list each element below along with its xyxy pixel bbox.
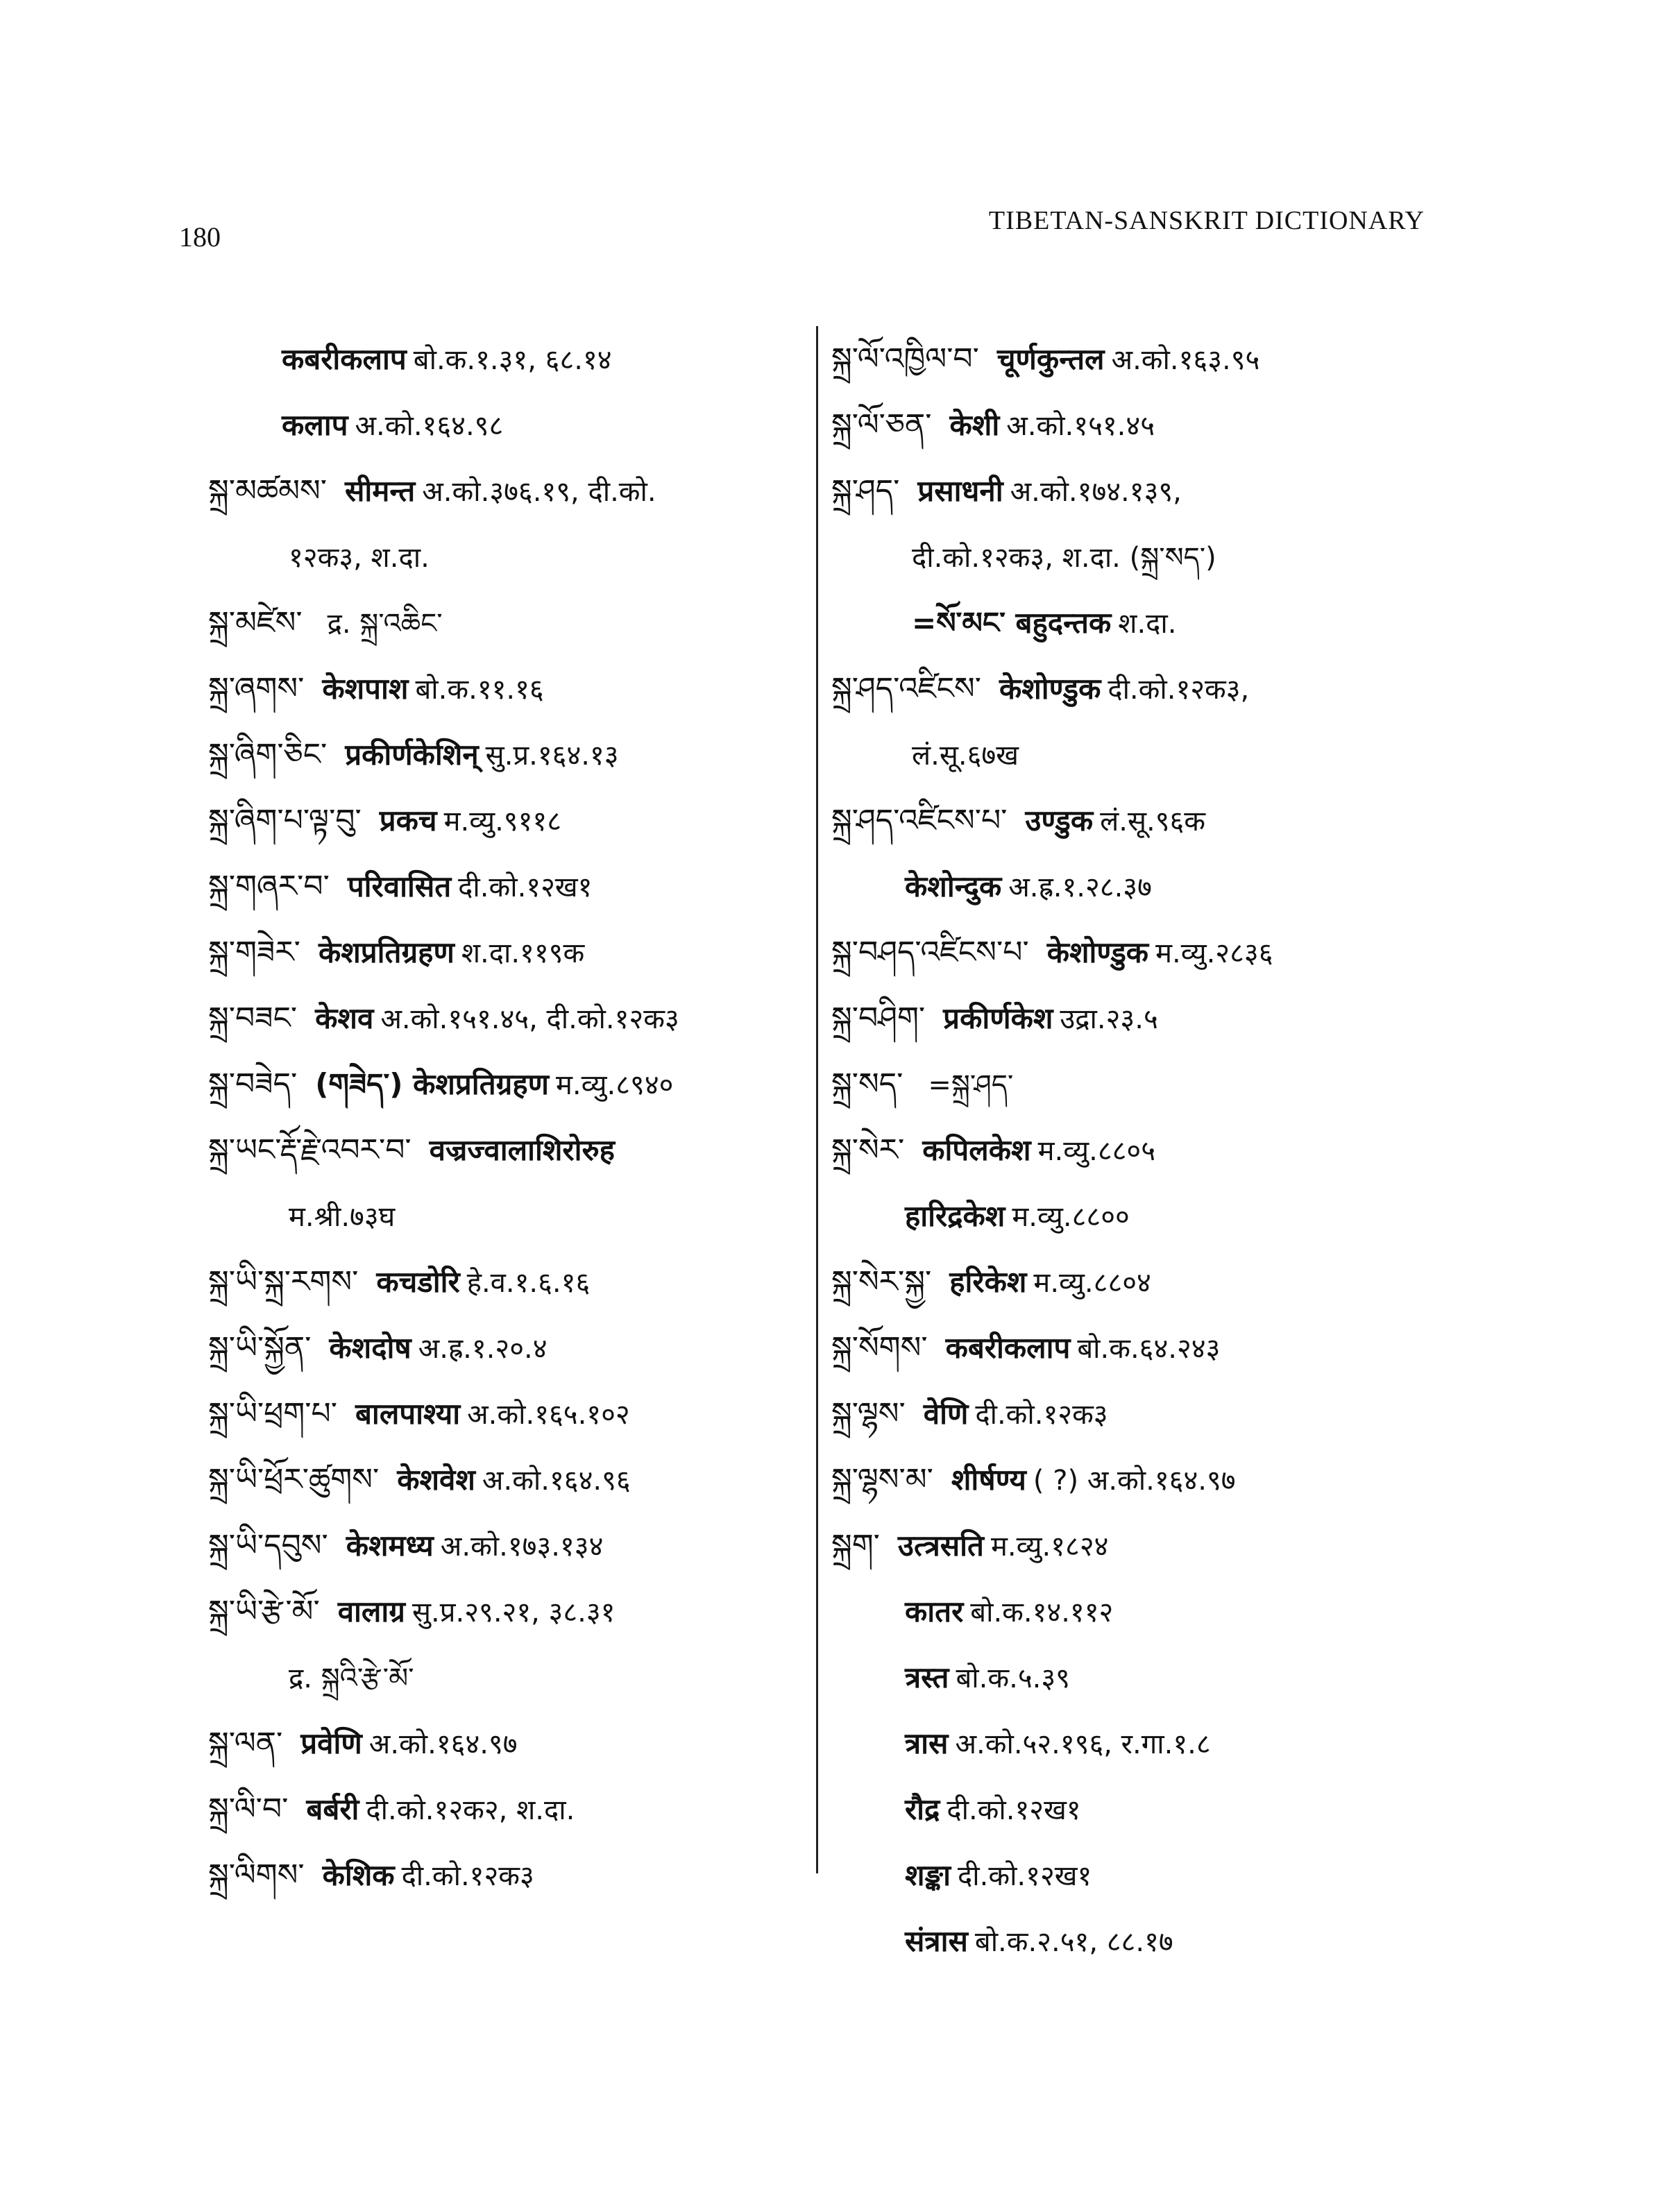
page-number: 180 bbox=[179, 221, 221, 253]
source-reference: बो.क.१.३१, ६८.१४ bbox=[413, 344, 612, 376]
source-reference: अ.को.१६५.१०२ bbox=[467, 1399, 630, 1431]
tibetan-headword: སྐྲ་ལི་བ་ bbox=[208, 1792, 289, 1827]
source-reference: सु.प्र.२९.२१, ३८.३१ bbox=[411, 1597, 616, 1628]
source-reference: म.व्यु.८८०५ bbox=[1037, 1135, 1156, 1167]
tibetan-headword: སྐྲ་བཤད་འཛིངས་པ་ bbox=[831, 935, 1029, 970]
sanskrit-equivalent: केशपाश bbox=[322, 672, 409, 706]
dictionary-entry bbox=[208, 1579, 805, 1644]
source-reference: दी.को.१२क३, श.दा. (སྐྲ་སད་) bbox=[912, 542, 1216, 574]
source-reference: दी.को.१२क३ bbox=[401, 1860, 534, 1892]
dictionary-entry bbox=[831, 788, 1442, 853]
sanskrit-equivalent: केशव bbox=[315, 1001, 374, 1035]
source-reference: बो.क.६४.२४३ bbox=[1077, 1333, 1221, 1365]
sanskrit-equivalent: सीमन्त bbox=[344, 474, 416, 508]
tibetan-headword: སྐྲ་སེར་སྐྱ་ bbox=[831, 1264, 932, 1300]
tibetan-headword: སྐྲ་བཤིག་ bbox=[831, 1001, 926, 1036]
tibetan-headword: སྐྲ་ཡི་ཕྲག་པ་ bbox=[208, 1396, 337, 1431]
tibetan-headword: སྐྲ་ཤད་ bbox=[831, 473, 900, 509]
tibetan-headword: སྐྲ་ཤད་འཛིངས་ bbox=[831, 671, 981, 706]
tibetan-headword: སྐྲ་ཡི་སྐྱོན་ bbox=[208, 1330, 312, 1366]
dictionary-entry bbox=[208, 1842, 805, 1908]
tibetan-headword: སྐྲ་ཡང་རྡོ་རྗེ་འབར་བ་ bbox=[208, 1132, 411, 1168]
sanskrit-equivalent: कलाप bbox=[282, 408, 348, 442]
sanskrit-equivalent: बालपाश्या bbox=[355, 1397, 461, 1431]
source-reference: म.व्यु.१८२४ bbox=[991, 1531, 1109, 1563]
tibetan-headword: སྐྲ་ཤད་འཛིངས་པ་ bbox=[831, 803, 1008, 838]
sanskrit-equivalent: (གཟེད་) केशप्रतिग्रहण bbox=[315, 1067, 549, 1101]
column-divider bbox=[816, 326, 818, 1873]
sanskrit-equivalent: केशोन्दुक bbox=[905, 869, 1002, 903]
tibetan-headword: སྐྲག་ bbox=[831, 1528, 880, 1563]
source-reference: अ.को.१५१.४५, दी.को.१२क३ bbox=[380, 1003, 679, 1035]
source-reference: म.श्री.७३घ bbox=[289, 1201, 396, 1233]
sanskrit-equivalent: कचडोरि bbox=[376, 1265, 460, 1299]
source-reference: लं.सू.६७ख bbox=[912, 740, 1019, 772]
tibetan-headword: སྐྲ་ལོ་འཁྱིལ་བ་ bbox=[831, 341, 979, 377]
source-reference: उद्रा.२३.५ bbox=[1060, 1003, 1158, 1035]
source-reference: सु.प्र.१६४.१३ bbox=[485, 740, 619, 772]
dictionary-entry bbox=[831, 524, 1442, 590]
sanskrit-equivalent: प्रकीर्णकेशिन् bbox=[345, 738, 479, 772]
dictionary-entry bbox=[208, 1183, 805, 1249]
tibetan-headword: སྐྲ་བཟང་ bbox=[208, 1001, 298, 1036]
dictionary-entry bbox=[208, 985, 805, 1051]
dictionary-entry bbox=[208, 1644, 805, 1710]
dictionary-entry bbox=[208, 788, 805, 853]
source-reference: बो.क.१४.११२ bbox=[970, 1597, 1114, 1628]
sanskrit-equivalent: रौद्र bbox=[905, 1792, 940, 1826]
sanskrit-equivalent: हारिद्रकेश bbox=[905, 1199, 1006, 1233]
dictionary-entry bbox=[831, 1381, 1442, 1447]
dictionary-entry bbox=[208, 1710, 805, 1776]
sanskrit-equivalent: केशोण्डुक bbox=[999, 672, 1101, 706]
dictionary-entry bbox=[208, 656, 805, 722]
tibetan-headword: སྐྲ་ཡི་སྐྲ་རགས་ bbox=[208, 1264, 359, 1300]
source-reference: दी.को.१२क३ bbox=[975, 1399, 1108, 1431]
source-reference: श.दा. bbox=[1118, 608, 1177, 640]
source-reference: द्र. སྐྲ་འཆིང་ bbox=[327, 608, 443, 640]
tibetan-headword: སྐྲ་ཞགས་ bbox=[208, 671, 305, 706]
source-reference: अ.को.१६३.९५ bbox=[1111, 344, 1260, 376]
tibetan-headword: སྐྲ་མཚམས་ bbox=[208, 473, 327, 509]
source-reference: =སྐྲ་ཤད་ bbox=[928, 1069, 1014, 1101]
source-reference: म.व्यु.२८३६ bbox=[1155, 937, 1273, 969]
sanskrit-equivalent: शङ्का bbox=[905, 1858, 951, 1892]
dictionary-entry bbox=[208, 1315, 805, 1381]
dictionary-entry bbox=[208, 1381, 805, 1447]
source-reference: द्र. སྐྲའི་རྩེ་མོ་ bbox=[289, 1662, 414, 1694]
dictionary-entry bbox=[831, 1315, 1442, 1381]
dictionary-entry bbox=[831, 326, 1442, 392]
dictionary-entry bbox=[208, 722, 805, 788]
dictionary-entry bbox=[208, 590, 805, 656]
tibetan-headword: སྐྲ་སེར་ bbox=[831, 1132, 905, 1168]
source-reference: दी.को.१२क३, bbox=[1108, 674, 1250, 706]
source-reference: बो.क.२.५१, ८८.१७ bbox=[974, 1926, 1173, 1958]
source-reference: दी.को.१२क२, श.दा. bbox=[366, 1794, 575, 1826]
dictionary-entry bbox=[831, 919, 1442, 985]
sanskrit-equivalent: केशी bbox=[949, 408, 1000, 442]
source-reference: म.व्यु.८८०४ bbox=[1033, 1267, 1151, 1299]
source-reference: १२क३, श.दा. bbox=[289, 542, 430, 574]
dictionary-entry bbox=[831, 1644, 1442, 1710]
dictionary-entry bbox=[208, 458, 805, 524]
tibetan-headword: སྐྲ་ལྷས་ bbox=[831, 1396, 906, 1431]
tibetan-headword: སྐྲ་ཞིག་པ་ལྟ་བུ་ bbox=[208, 803, 362, 838]
dictionary-entry bbox=[208, 853, 805, 919]
sanskrit-equivalent: प्रकच bbox=[379, 803, 437, 837]
dictionary-entry bbox=[831, 1776, 1442, 1842]
dictionary-entry bbox=[831, 1842, 1442, 1908]
dictionary-entry bbox=[831, 1513, 1442, 1579]
tibetan-headword: སྐྲ་སོགས་ bbox=[831, 1330, 928, 1366]
dictionary-entry bbox=[831, 1249, 1442, 1315]
source-reference: म.व्यु.८९४० bbox=[555, 1069, 674, 1101]
source-reference: अ.को.१६४.९७ bbox=[368, 1728, 518, 1760]
sanskrit-equivalent: कातर bbox=[905, 1594, 964, 1628]
tibetan-headword: སྐྲ་ཞིག་ཅིང་ bbox=[208, 737, 328, 772]
dictionary-entry bbox=[831, 392, 1442, 458]
tibetan-headword: སྐྲ་ལན་ bbox=[208, 1726, 283, 1761]
dictionary-entry bbox=[831, 1051, 1442, 1117]
dictionary-entry bbox=[208, 392, 805, 458]
sanskrit-equivalent: चूर्णकुन्तल bbox=[996, 342, 1105, 376]
tibetan-headword: སྐྲ་ཡི་དབུས་ bbox=[208, 1528, 328, 1563]
left-column bbox=[208, 326, 805, 1908]
source-reference: ( ?) अ.को.१६४.९७ bbox=[1033, 1465, 1236, 1497]
sanskrit-equivalent: =སོ་མང་ बहुदन्तक bbox=[912, 606, 1112, 640]
dictionary-entry bbox=[831, 1447, 1442, 1513]
tibetan-headword: སྐྲ་ལོ་ཅན་ bbox=[831, 407, 932, 443]
sanskrit-equivalent: केशदोष bbox=[329, 1331, 411, 1365]
source-reference: अ.ह्र.१.२८.३७ bbox=[1008, 871, 1152, 903]
sanskrit-equivalent: वज्रज्वालाशिरोरुह bbox=[429, 1133, 615, 1167]
tibetan-headword: སྐྲ་ལིགས་ bbox=[208, 1857, 305, 1893]
source-reference: अ.को.१६४.९८ bbox=[355, 410, 504, 442]
source-reference: लं.सू.९६क bbox=[1100, 806, 1206, 837]
sanskrit-equivalent: त्रास bbox=[905, 1726, 949, 1760]
sanskrit-equivalent: बर्बरी bbox=[306, 1792, 359, 1826]
dictionary-entry bbox=[831, 458, 1442, 524]
dictionary-entry bbox=[831, 722, 1442, 788]
sanskrit-equivalent: शीर्षण्य bbox=[951, 1463, 1026, 1497]
tibetan-headword: སྐྲ་བཟེད་ bbox=[208, 1066, 298, 1102]
source-reference: अ.को.१५१.४५ bbox=[1006, 410, 1155, 442]
source-reference: दी.को.१२ख१ bbox=[958, 1860, 1092, 1892]
dictionary-entry bbox=[208, 1447, 805, 1513]
dictionary-entry bbox=[208, 524, 805, 590]
sanskrit-equivalent: उण्डुक bbox=[1025, 803, 1094, 837]
dictionary-entry bbox=[831, 1908, 1442, 1974]
dictionary-entry bbox=[208, 1249, 805, 1315]
tibetan-headword: སྐྲ་ཡི་ཕྲོར་ཚུགས་ bbox=[208, 1462, 380, 1497]
sanskrit-equivalent: केशवेश bbox=[397, 1463, 475, 1497]
dictionary-entry bbox=[831, 1117, 1442, 1183]
dictionary-entry bbox=[208, 919, 805, 985]
sanskrit-equivalent: कबरीकलाप bbox=[282, 342, 407, 376]
source-reference: अ.को.१६४.९६ bbox=[482, 1465, 631, 1497]
tibetan-headword: སྐྲ་གཟེར་ bbox=[208, 935, 300, 970]
source-reference: अ.को.५२.१९६, र.गा.१.८ bbox=[955, 1728, 1211, 1760]
running-head: TIBETAN-SANSKRIT DICTIONARY bbox=[988, 206, 1425, 235]
tibetan-headword: སྐྲ་ལྷས་མ་ bbox=[831, 1462, 933, 1497]
source-reference: अ.को.१७३.१३४ bbox=[440, 1531, 604, 1563]
source-reference: दी.को.१२ख१ bbox=[947, 1794, 1081, 1826]
dictionary-entry bbox=[208, 1051, 805, 1117]
tibetan-headword: སྐྲ་སད་ bbox=[831, 1066, 903, 1102]
dictionary-entry bbox=[831, 853, 1442, 919]
dictionary-entry bbox=[831, 1183, 1442, 1249]
dictionary-entry bbox=[831, 1579, 1442, 1644]
dictionary-entry bbox=[208, 326, 805, 392]
source-reference: अ.ह्र.१.२०.४ bbox=[418, 1333, 548, 1365]
dictionary-entry bbox=[208, 1513, 805, 1579]
sanskrit-equivalent: केशमध्य bbox=[346, 1529, 434, 1563]
right-column bbox=[831, 326, 1442, 1974]
source-reference: हे.व.१.६.१६ bbox=[466, 1267, 591, 1299]
sanskrit-equivalent: कपिलकेश bbox=[922, 1133, 1031, 1167]
source-reference: अ.को.१७४.१३९, bbox=[1010, 476, 1182, 508]
sanskrit-equivalent: कबरीकलाप bbox=[945, 1331, 1071, 1365]
sanskrit-equivalent: उत्त्रसति bbox=[897, 1529, 984, 1563]
sanskrit-equivalent: परिवासित bbox=[347, 869, 452, 903]
source-reference: अ.को.३७६.१९, दी.को. bbox=[422, 476, 656, 508]
sanskrit-equivalent: संत्रास bbox=[905, 1924, 968, 1958]
tibetan-headword: སྐྲ་ཡི་རྩེ་མོ་ bbox=[208, 1594, 320, 1629]
dictionary-entry bbox=[208, 1776, 805, 1842]
dictionary-entry bbox=[208, 1117, 805, 1183]
sanskrit-equivalent: प्रसाधनी bbox=[917, 474, 1003, 508]
dictionary-entry bbox=[831, 1710, 1442, 1776]
sanskrit-equivalent: केशप्रतिग्रहण bbox=[318, 935, 455, 969]
source-reference: श.दा.११९क bbox=[461, 937, 585, 969]
dictionary-entry bbox=[831, 656, 1442, 722]
source-reference: बो.क.५.३९ bbox=[956, 1662, 1070, 1694]
dictionary-entry bbox=[831, 590, 1442, 656]
sanskrit-equivalent: केशोण्डुक bbox=[1046, 935, 1149, 969]
sanskrit-equivalent: वेणि bbox=[923, 1397, 969, 1431]
sanskrit-equivalent: प्रवेणि bbox=[300, 1726, 362, 1760]
source-reference: म.व्यु.९११८ bbox=[443, 806, 562, 837]
sanskrit-equivalent: प्रकीर्णकेश bbox=[943, 1001, 1053, 1035]
tibetan-headword: སྐྲ་མཛེས་ bbox=[208, 605, 303, 640]
source-reference: बो.क.११.१६ bbox=[415, 674, 544, 706]
sanskrit-equivalent: त्रस्त bbox=[905, 1660, 949, 1694]
source-reference: दी.को.१२ख१ bbox=[458, 871, 593, 903]
sanskrit-equivalent: हरिकेश bbox=[949, 1265, 1027, 1299]
sanskrit-equivalent: वालाग्र bbox=[337, 1594, 405, 1628]
sanskrit-equivalent: केशिक bbox=[322, 1858, 395, 1892]
tibetan-headword: སྐྲ་གཞར་བ་ bbox=[208, 869, 330, 904]
source-reference: म.व्यु.८८०० bbox=[1012, 1201, 1130, 1233]
dictionary-entry bbox=[831, 985, 1442, 1051]
